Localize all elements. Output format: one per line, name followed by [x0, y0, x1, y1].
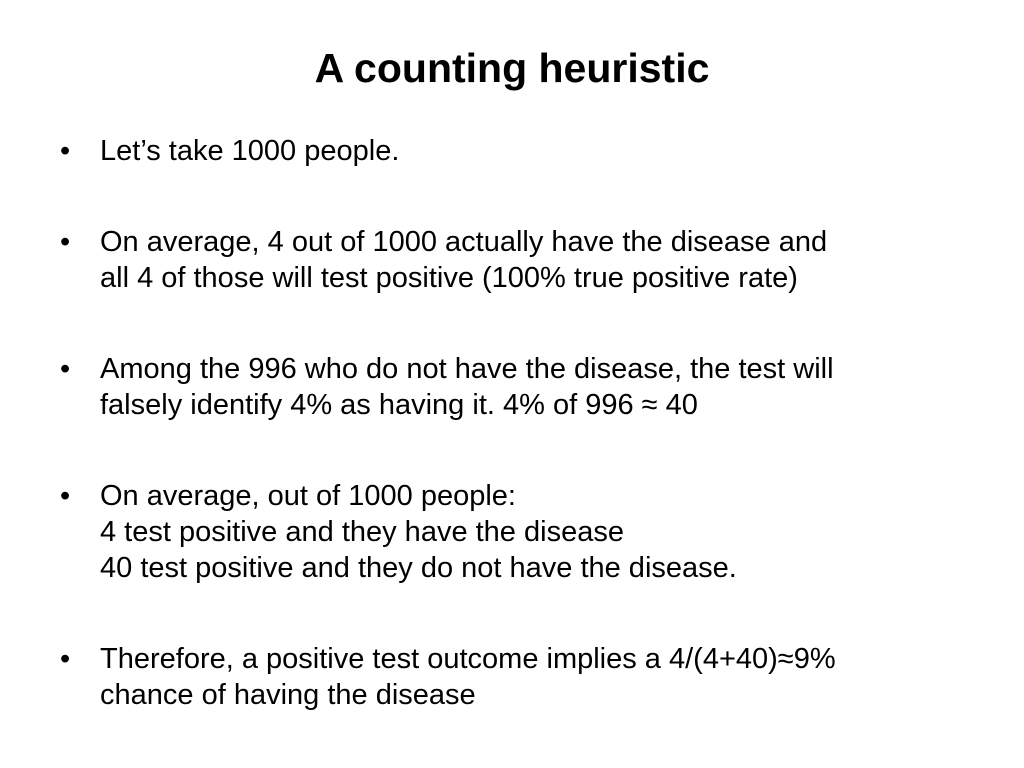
- slide-title: A counting heuristic: [314, 45, 710, 91]
- bullet-item: [60, 224, 990, 296]
- bullet-item: [60, 351, 990, 423]
- bullet-icon: •: [60, 480, 71, 512]
- bullet-icon: •: [60, 226, 71, 258]
- bullet-text-line: Let’s take 1000 people.: [100, 135, 400, 167]
- bullet-icon: •: [60, 643, 71, 675]
- bullet-text-line: Among the 996 who do not have the disease, the test will: [100, 353, 834, 385]
- bullet-text-line: Therefore, a positive test outcome implies a 4/(4+40)≈9%: [100, 643, 836, 675]
- bullet-text-line: On average, 4 out of 1000 actually have the disease and: [100, 226, 828, 258]
- bullet-list: [60, 133, 990, 768]
- bullet-item: [60, 133, 990, 169]
- bullet-icon: •: [60, 135, 71, 167]
- bullet-text-line: chance of having the disease: [100, 679, 476, 711]
- bullet-icon: •: [60, 353, 71, 385]
- bullet-text-line: On average, out of 1000 people:: [100, 480, 516, 512]
- bullet-text-line: 4 test positive and they have the disease: [100, 516, 624, 548]
- bullet-item: [60, 641, 990, 713]
- bullet-text-line: 40 test positive and they do not have the disease.: [100, 552, 737, 584]
- bullet-item: [60, 478, 990, 586]
- bullet-text-line: falsely identify 4% as having it. 4% of 996 ≈ 40: [100, 389, 698, 421]
- bullet-text-line: all 4 of those will test positive (100% true positive rate): [100, 262, 798, 294]
